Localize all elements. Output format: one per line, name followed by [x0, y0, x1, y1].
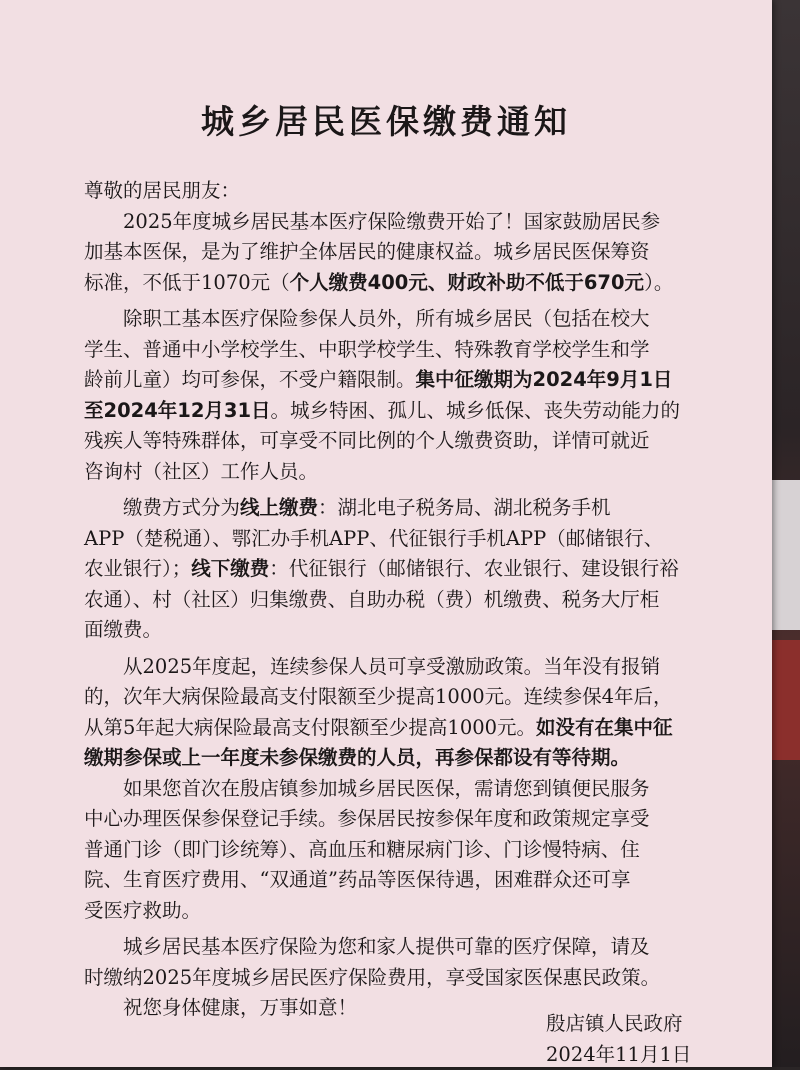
- paragraph-line: 面缴费。: [84, 618, 163, 641]
- issuer-name: 殷店镇人民政府: [546, 1012, 683, 1035]
- highlight-text: 如没有在集中征: [536, 715, 673, 739]
- paragraph-line: 除职工基本医疗保险参保人员外，所有城乡居民（包括在校大: [123, 307, 650, 330]
- highlight-text: 集中征缴期为2024年9月1日: [415, 368, 673, 391]
- highlight-text: 线下缴费: [191, 557, 270, 580]
- highlight-text: 至2024年12月31日: [84, 398, 271, 422]
- paragraph-line: 的，次年大病保险最高支付限额至少提高1000元。连续参保4年后，: [84, 685, 673, 708]
- signature-block: [546, 1008, 691, 1070]
- notice-body: [84, 176, 720, 1024]
- paragraph-line: 受医疗救助。: [84, 898, 202, 922]
- paragraph-line: 中心办理医保参保登记手续。参保居民按参保年度和政策规定享受: [84, 807, 650, 830]
- issue-date: 2024年11月1日: [546, 1043, 692, 1066]
- paragraph-line: 如果您首次在殷店镇参加城乡居民医保，需请您到镇便民服务: [123, 776, 650, 800]
- paragraph-line: 至2024年12月31日。城乡特困、孤儿、城乡低保、丧失劳动能力的: [84, 398, 681, 422]
- paragraph-line: 从第5年起大病保险最高支付限额至少提高1000元。如没有在集中征: [84, 715, 673, 739]
- highlight-text: 线上缴费: [240, 496, 319, 519]
- paragraph-line: 标准，不低于1070元（个人缴费400元、财政补助不低于670元）。: [84, 270, 674, 294]
- salutation: 尊敬的居民朋友：: [84, 179, 241, 202]
- paragraph-line: 加基本医保，是为了维护全体居民的健康权益。城乡居民医保筹资: [84, 240, 650, 263]
- paragraph-line: 农通）、村（社区）归集缴费、自助办税（费）机缴费、税务大厅柜: [84, 587, 660, 611]
- paragraph-line: APP（楚税通）、鄂汇办手机APP、代征银行手机APP（邮储银行、: [84, 526, 664, 550]
- highlight-text: 个人缴费400元、财政补助不低于670元: [289, 270, 645, 294]
- paragraph-line: 缴费方式分为线上缴费：湖北电子税务局、湖北税务手机: [123, 496, 611, 519]
- paragraph-line: 残疾人等特殊群体，可享受不同比例的个人缴费资助，详情可就近: [84, 429, 650, 452]
- paragraph-line: 时缴纳2025年度城乡居民医疗保险费用，享受国家医保惠民政策。: [84, 965, 661, 989]
- paragraph-line: [84, 743, 720, 774]
- paragraph-line: 学生、普通中小学校学生、中职学校学生、特殊教育学校学生和学: [84, 337, 650, 361]
- closing-line: 祝您身体健康，万事如意！: [123, 996, 358, 1019]
- paragraph-line: 从2025年度起，连续参保人员可享受激励政策。当年没有报销: [123, 654, 661, 678]
- paragraph-line: 院、生育医疗费用、“双通道”药品等医保待遇，困难群众还可享: [84, 868, 631, 891]
- paragraph-line: 城乡居民基本医疗保险为您和家人提供可靠的医疗保障，请及: [123, 935, 650, 958]
- highlight-text: 缴期参保或上一年度未参保缴费的人员，再参保都设有等待期。: [84, 746, 631, 769]
- paragraph-line: 咨询村（社区）工作人员。: [84, 459, 319, 483]
- background-object: [770, 640, 800, 760]
- paragraph-line: 龄前儿童）均可参保，不受户籍限制。集中征缴期为2024年9月1日: [84, 368, 673, 391]
- notice-title: 城乡居民医保缴费通知: [201, 102, 571, 141]
- paragraph-line: 农业银行）；线下缴费：代征银行（邮储银行、农业银行、建设银行裕: [84, 557, 679, 580]
- paragraph-line: 普通门诊（即门诊统筹）、高血压和糖尿病门诊、门诊慢特病、住: [84, 837, 640, 861]
- paragraph-line: 2025年度城乡居民基本医疗保险缴费开始了！国家鼓励居民参: [123, 209, 661, 233]
